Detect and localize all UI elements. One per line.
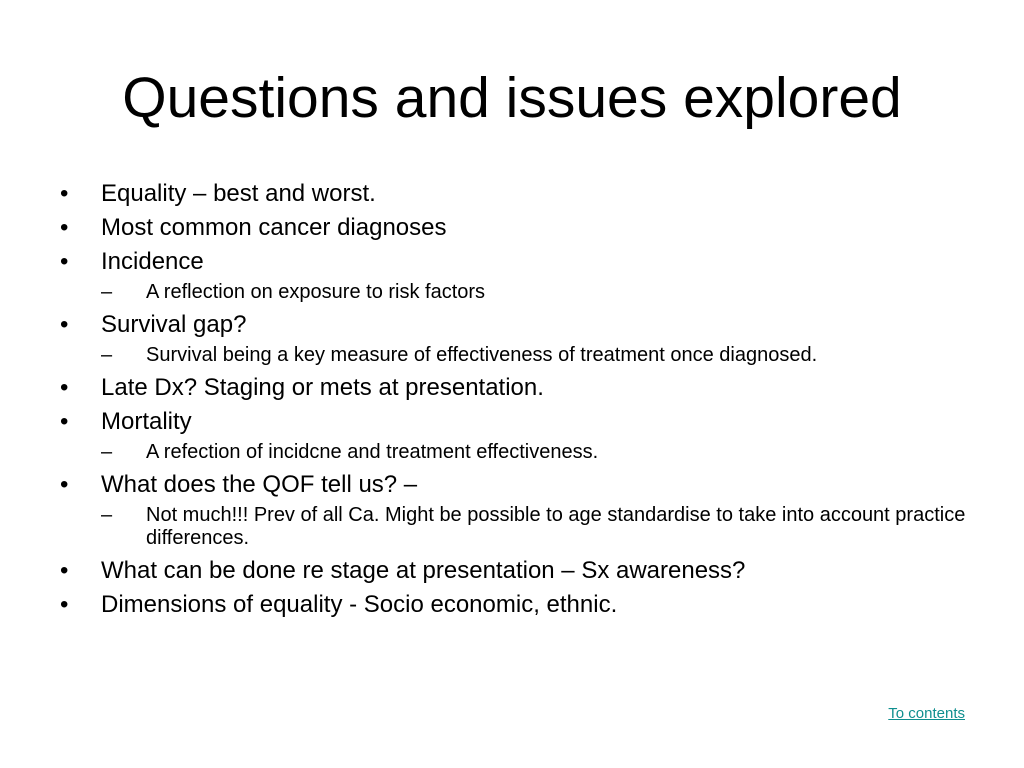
sub-bullet-item — [101, 441, 980, 464]
bullet-item — [60, 469, 980, 550]
bullet-icon: • — [60, 408, 69, 435]
bullet-text: Survival gap? — [101, 311, 247, 338]
dash-icon: – — [101, 441, 113, 463]
bullet-text: What can be done re stage at presentation – Sx awareness? — [101, 557, 746, 584]
bullet-text: Incidence — [101, 248, 204, 275]
bullet-icon: • — [60, 214, 69, 241]
bullet-item — [60, 372, 980, 404]
bullet-icon: • — [60, 311, 69, 338]
bullet-item — [60, 178, 980, 210]
sub-list — [101, 281, 980, 304]
dash-icon: – — [101, 344, 113, 366]
bullet-text: Equality – best and worst. — [101, 180, 376, 207]
dash-icon: – — [101, 504, 113, 526]
bullet-text: What does the QOF tell us? – — [101, 471, 418, 498]
sub-bullet-text: A reflection on exposure to risk factors — [146, 281, 486, 303]
bullet-icon: • — [60, 248, 69, 275]
sub-bullet-item — [101, 281, 980, 304]
sub-list — [101, 441, 980, 464]
bullet-item — [60, 406, 980, 464]
bullet-item — [60, 555, 980, 587]
sub-list — [101, 504, 980, 550]
sub-bullet-text: Not much!!! Prev of all Ca. Might be possible to age standardise to take into account practice differences. — [146, 504, 966, 549]
bullet-icon: • — [60, 471, 69, 498]
bullet-text: Dimensions of equality - Socio economic, ethnic. — [101, 591, 618, 618]
bullet-icon: • — [60, 591, 69, 618]
bullet-item — [60, 589, 980, 621]
bullet-item — [60, 246, 980, 304]
bullet-icon: • — [60, 374, 69, 401]
sub-bullet-text: A refection of incidcne and treatment effectiveness. — [146, 441, 599, 463]
bullet-item — [60, 212, 980, 244]
bullet-text: Most common cancer diagnoses — [101, 214, 447, 241]
bullet-text: Mortality — [101, 408, 192, 435]
sub-list — [101, 344, 980, 367]
to-contents-link[interactable]: To contents — [888, 705, 965, 722]
slide-title: Questions and issues explored — [122, 66, 902, 130]
sub-bullet-text: Survival being a key measure of effectiveness of treatment once diagnosed. — [146, 344, 818, 366]
sub-bullet-item — [101, 344, 980, 367]
bullet-icon: • — [60, 180, 69, 207]
bullet-icon: • — [60, 557, 69, 584]
sub-bullet-item — [101, 504, 980, 550]
bullet-item — [60, 309, 980, 367]
bullet-text: Late Dx? Staging or mets at presentation. — [101, 374, 544, 401]
dash-icon: – — [101, 281, 113, 303]
bullet-list — [60, 178, 980, 621]
